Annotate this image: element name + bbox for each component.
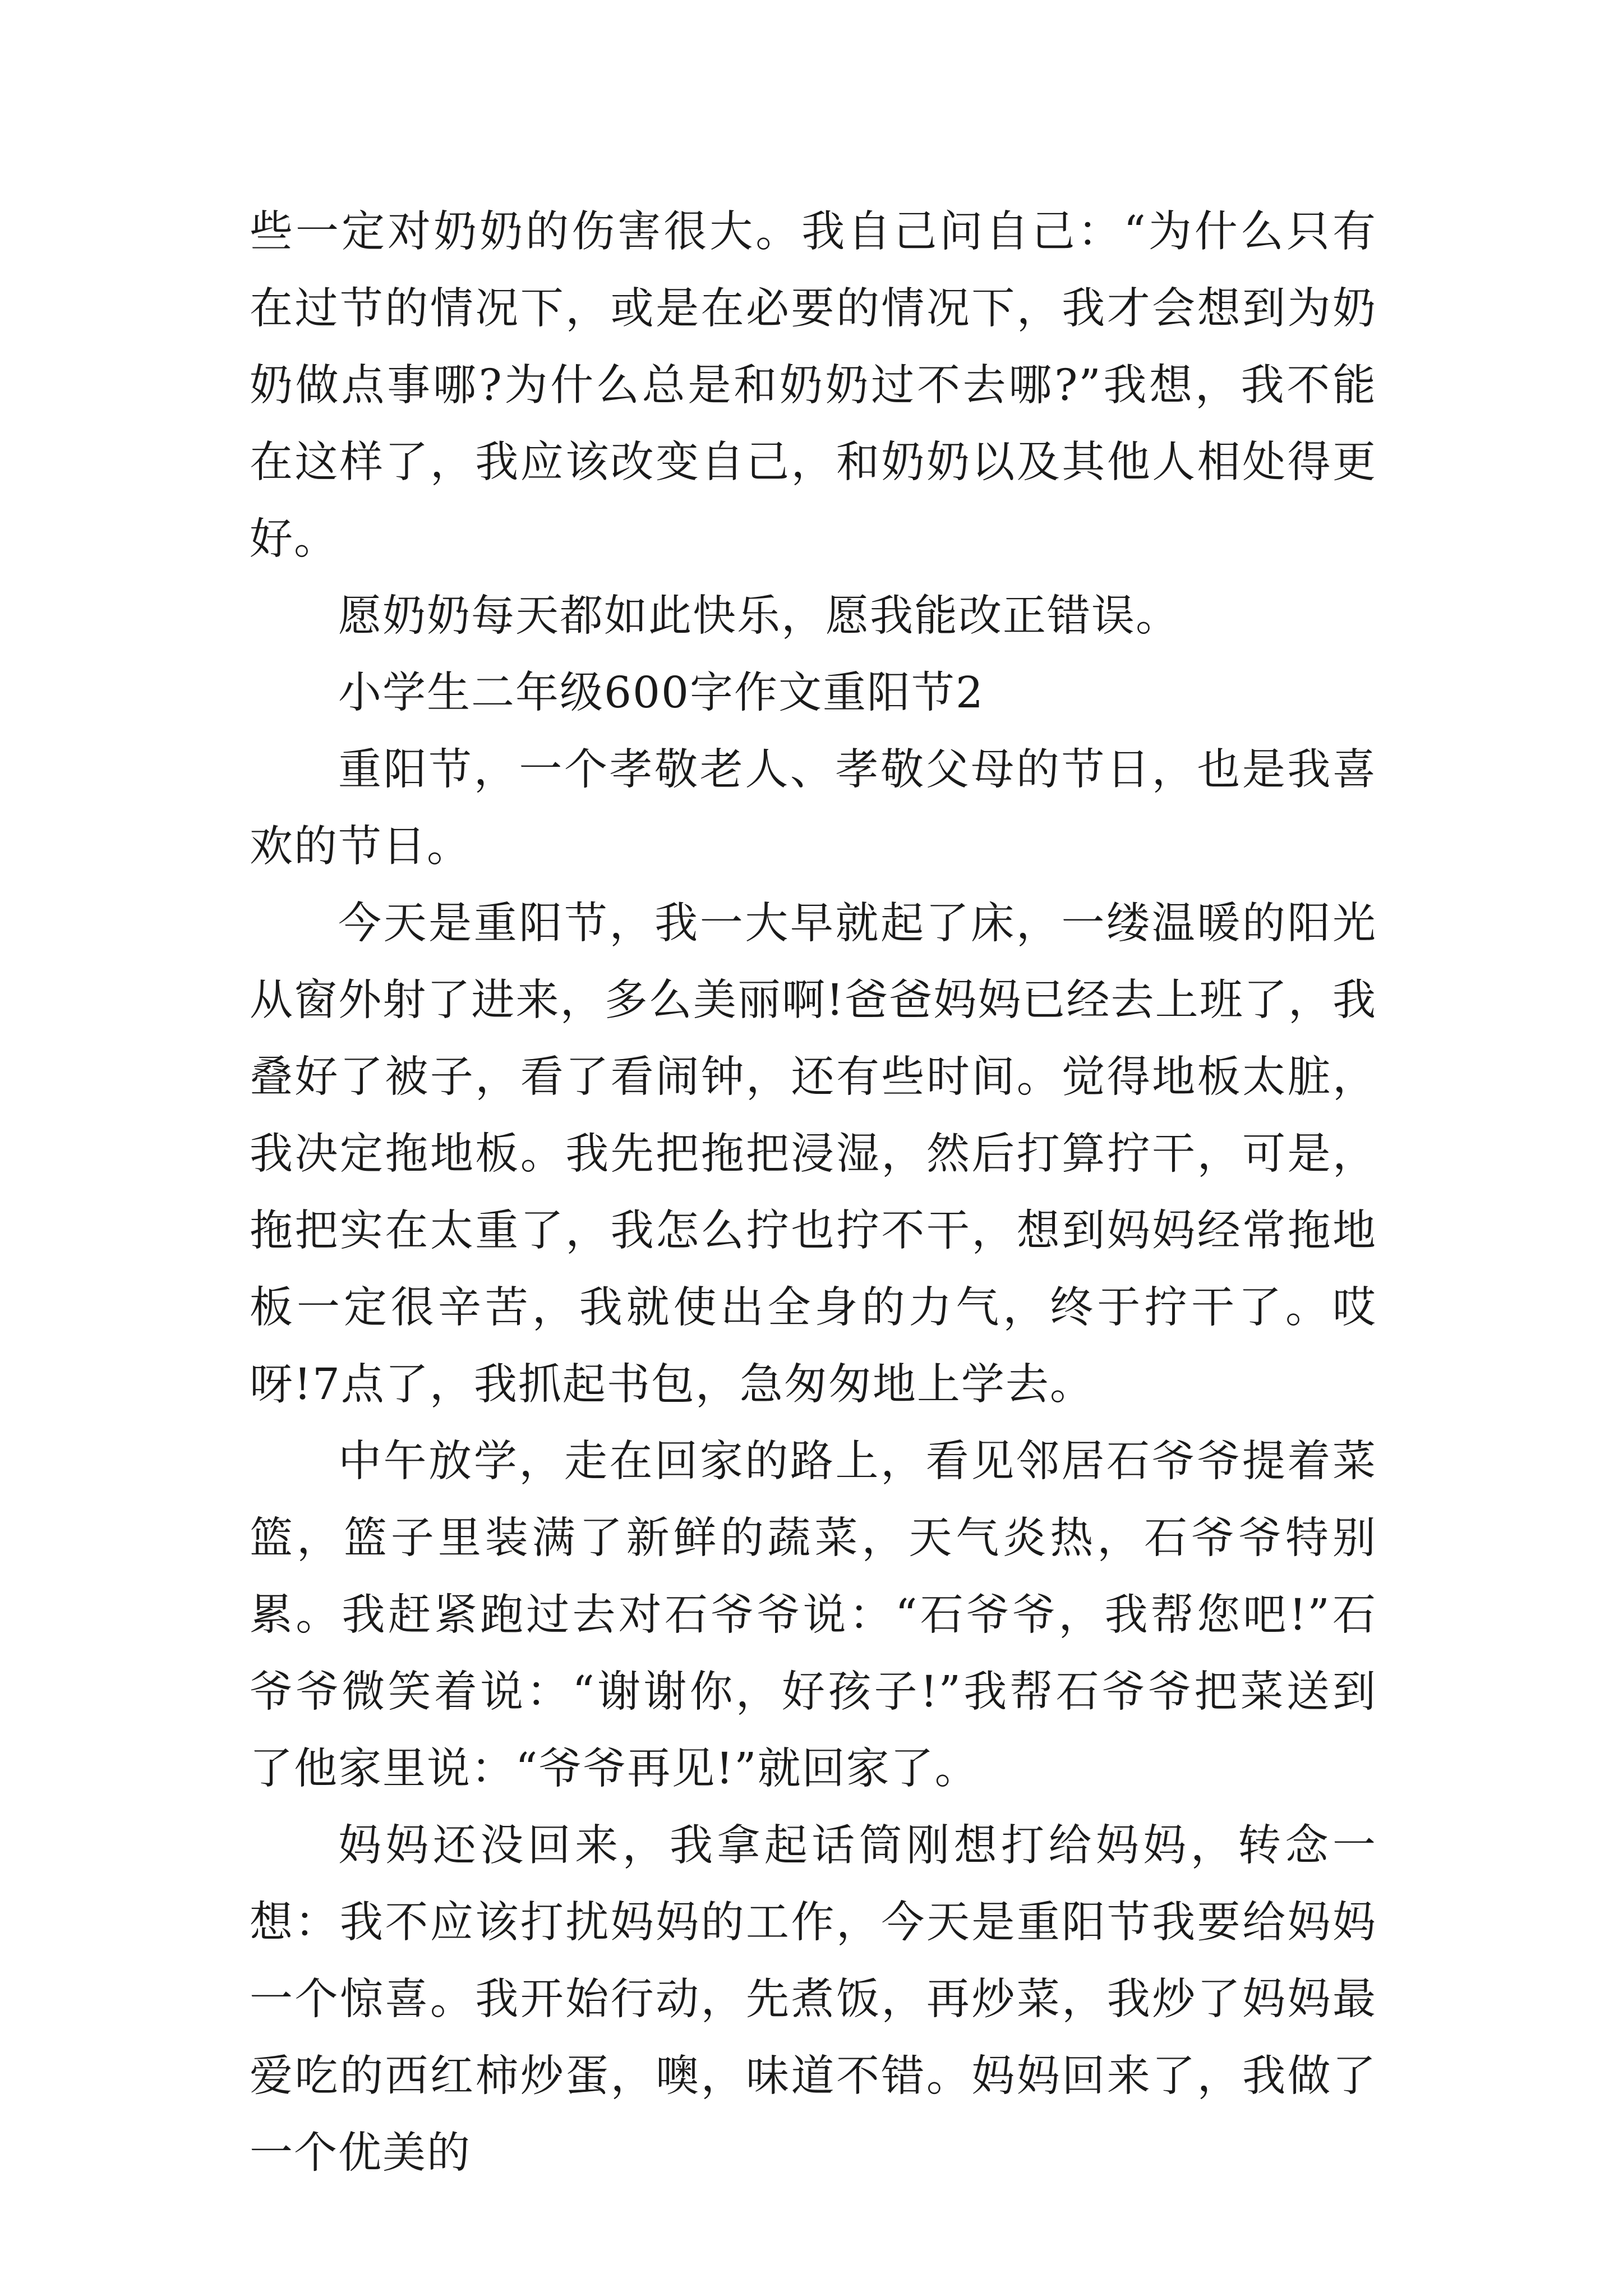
paragraph-5: 中午放学，走在回家的路上，看见邻居石爷爷提着菜篮，篮子里装满了新鲜的蔬菜，天气炎热，石爷爷特别累。我赶紧跑过去对石爷爷说：“石爷爷，我帮您吧!”石爷爷微笑着说：“谢谢你，好孩子!”我帮石爷爷把菜送到了他家里说：“爷爷再见!”就回家了。 [250, 1437, 1377, 1794]
paragraph-4: 今天是重阳节，我一大早就起了床，一缕温暖的阳光从窗外射了进来，多么美丽啊!爸爸妈妈已经去上班了，我叠好了被子，看了看闹钟，还有些时间。觉得地板太脏，我决定拖地板。我先把拖把浸湿，然后打算拧干，可是，拖把实在太重了，我怎么拧也拧不干，想到妈妈经常拖地板一定很辛苦，我就使出全身的力气，终于拧干了。哎呀!7点了，我抓起书包，急匆匆地上学去。 [250, 899, 1377, 1410]
paragraph-2: 愿奶奶每天都如此快乐，愿我能改正错误。 [338, 591, 1180, 641]
section-heading: 小学生二年级600字作文重阳节2 [338, 668, 984, 718]
paragraph-3: 重阳节，一个孝敬老人、孝敬父母的节日，也是我喜欢的节日。 [250, 745, 1377, 872]
body-text [250, 194, 1377, 2192]
paragraph-1: 些一定对奶奶的伤害很大。我自己问自己：“为什么只有在过节的情况下，或是在必要的情况下，我才会想到为奶奶做点事哪?为什么总是和奶奶过不去哪?”我想，我不能在这样了，我应该改变自己，和奶奶以及其他人相处得更好。 [250, 207, 1377, 564]
paragraph-6: 妈妈还没回来，我拿起话筒刚想打给妈妈，转念一想：我不应该打扰妈妈的工作，今天是重阳节我要给妈妈一个惊喜。我开始行动，先煮饭，再炒菜，我炒了妈妈最爱吃的西红柿炒蛋，噢，味道不错。妈妈回来了，我做了一个优美的 [250, 1821, 1377, 2178]
